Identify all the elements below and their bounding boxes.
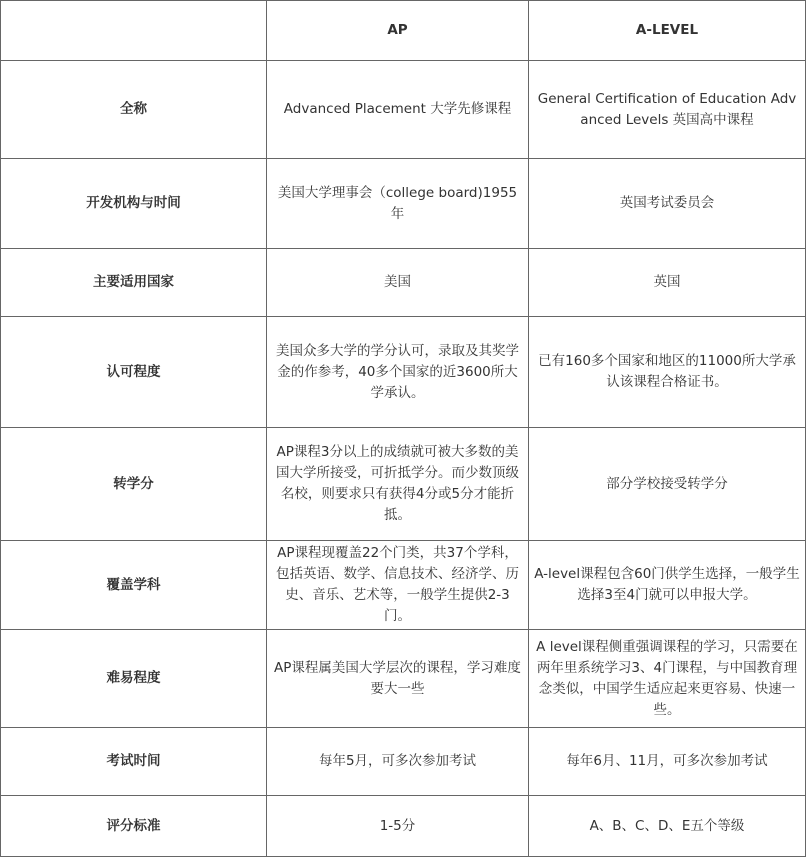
cell-alevel-recognition: 已有160多个国家和地区的11000所大学承认该课程合格证书。 [529, 317, 806, 428]
row-label-subjects: 覆盖学科 [1, 541, 267, 630]
cell-alevel-country: 英国 [529, 249, 806, 317]
table-row-difficulty [1, 630, 806, 728]
row-label-developer: 开发机构与时间 [1, 159, 267, 249]
table-row-country [1, 249, 806, 317]
cell-ap-country: 美国 [267, 249, 529, 317]
row-label-recognition: 认可程度 [1, 317, 267, 428]
table-row-grading [1, 796, 806, 857]
header-row [1, 1, 806, 61]
cell-alevel-credit-transfer: 部分学校接受转学分 [529, 428, 806, 541]
cell-ap-subjects: AP课程现覆盖22个门类，共37个学科，包括英语、数学、信息技术、经济学、历史、音乐、艺术等，一般学生提供2-3门。 [267, 541, 529, 630]
cell-ap-difficulty: AP课程属美国大学层次的课程，学习难度要大一些 [267, 630, 529, 728]
row-label-full-name: 全称 [1, 61, 267, 159]
header-ap: AP [267, 1, 529, 61]
cell-ap-recognition: 美国众多大学的学分认可，录取及其奖学金的作参考，40多个国家的近3600所大学承认。 [267, 317, 529, 428]
row-label-difficulty: 难易程度 [1, 630, 267, 728]
cell-ap-exam-time: 每年5月，可多次参加考试 [267, 728, 529, 796]
table-row-credit-transfer [1, 428, 806, 541]
cell-ap-full-name: Advanced Placement 大学先修课程 [267, 61, 529, 159]
cell-alevel-grading: A、B、C、D、E五个等级 [529, 796, 806, 857]
cell-alevel-difficulty: A level课程侧重强调课程的学习，只需要在两年里系统学习3、4门课程，与中国教育理念类似，中国学生适应起来更容易、快速一些。 [529, 630, 806, 728]
cell-alevel-full-name: General Certification of Education Advanced Levels 英国高中课程 [529, 61, 806, 159]
row-label-grading: 评分标准 [1, 796, 267, 857]
cell-ap-grading: 1-5分 [267, 796, 529, 857]
table-row-developer [1, 159, 806, 249]
table-row-full-name [1, 61, 806, 159]
row-label-country: 主要适用国家 [1, 249, 267, 317]
cell-ap-credit-transfer: AP课程3分以上的成绩就可被大多数的美国大学所接受，可折抵学分。而少数顶级名校，则要求只有获得4分或5分才能折抵。 [267, 428, 529, 541]
cell-ap-developer: 美国大学理事会（college board)1955年 [267, 159, 529, 249]
table-row-recognition [1, 317, 806, 428]
table-row-subjects [1, 541, 806, 630]
header-corner-cell [1, 1, 267, 61]
row-label-exam-time: 考试时间 [1, 728, 267, 796]
table-row-exam-time [1, 728, 806, 796]
row-label-credit-transfer: 转学分 [1, 428, 267, 541]
cell-alevel-exam-time: 每年6月、11月，可多次参加考试 [529, 728, 806, 796]
header-alevel: A-LEVEL [529, 1, 806, 61]
cell-alevel-subjects: A-level课程包含60门供学生选择，一般学生选择3至4门就可以申报大学。 [529, 541, 806, 630]
cell-alevel-developer: 英国考试委员会 [529, 159, 806, 249]
